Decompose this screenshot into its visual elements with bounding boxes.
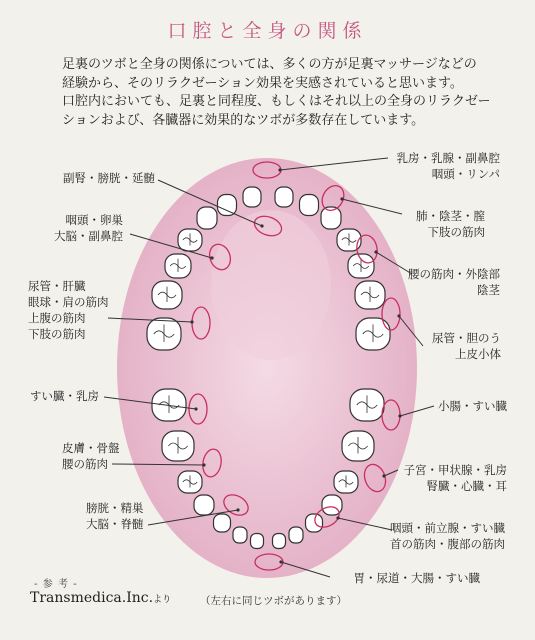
label-line: 皮膚・骨盤 [62, 441, 120, 455]
label-bladder-testis [86, 500, 144, 532]
label-lung [416, 208, 485, 240]
tooth-icon [275, 187, 293, 207]
label-stomach-urethra [354, 570, 481, 586]
tooth-icon [306, 514, 323, 532]
tooth-outline [273, 534, 286, 549]
label-line: 眼球・肩の筋肉 [28, 295, 109, 309]
tooth-outline [243, 187, 261, 207]
tooth-icon [233, 527, 247, 543]
intro-line: 経験から、そのリラクゼーション効果を実感されていると思います。 [62, 75, 463, 91]
tooth-icon [356, 318, 390, 350]
label-pharynx-ovary [54, 212, 123, 244]
label-line: 咽頭・前立腺・すい臓 [390, 521, 505, 535]
leader-dot [340, 197, 343, 200]
label-line: 肺・陰茎・膣 [416, 209, 485, 223]
label-lumbar-vulva [408, 266, 500, 298]
tooth-icon [178, 229, 202, 251]
label-line: 咽頭・卵巣 [65, 213, 123, 227]
brand-name: Transmedica.Inc. [30, 590, 154, 606]
label-ureter-liver [28, 278, 109, 342]
label-line: 上皮小体 [455, 347, 501, 361]
tooth-outline [214, 514, 231, 532]
tooth-icon [289, 527, 303, 543]
leader-dot [236, 508, 239, 511]
leader-dot [279, 560, 282, 563]
tooth-icon [214, 514, 231, 532]
page-title: 口腔と全身の関係 [167, 20, 368, 42]
leader-dot [374, 250, 377, 253]
label-adrenal-bladder [63, 170, 155, 186]
label-line: 首の筋肉・腹部の筋肉 [390, 537, 505, 551]
tooth-icon [350, 389, 384, 421]
tooth-icon [273, 534, 286, 549]
label-line: 胃・尿道・大腸・すい臓 [353, 571, 480, 585]
leader-dot [260, 224, 263, 227]
label-line: 尿管・肝臓 [28, 279, 86, 293]
tooth-outline [194, 495, 214, 515]
tooth-outline [197, 207, 217, 229]
label-line: 陰茎 [477, 283, 500, 297]
tooth-icon [251, 534, 264, 549]
label-pancreas-breast [30, 388, 99, 404]
leader-dot [398, 414, 401, 417]
tooth-icon [152, 281, 182, 309]
leader-dot [194, 407, 197, 410]
tooth-icon [300, 195, 319, 216]
label-line: 乳房・乳腺・副鼻腔 [396, 151, 500, 165]
label-line: 腰の筋肉 [62, 457, 108, 471]
tooth-outline [251, 534, 264, 549]
label-line: 大脳・副鼻腔 [54, 229, 123, 243]
label-skin-pelvis [62, 440, 120, 472]
label-line: 大脳・脊髄 [86, 517, 144, 531]
tooth-outline [218, 195, 237, 216]
label-line: 副腎・膀胱・延髄 [63, 171, 155, 185]
label-line: 咽頭・リンパ [431, 167, 500, 181]
label-line: 下肢の筋肉 [28, 327, 86, 341]
label-line: 尿管・胆のう [432, 331, 501, 345]
label-small-intestine [438, 398, 507, 414]
tooth-icon [348, 254, 374, 278]
label-pharynx-prostate [390, 520, 505, 552]
palate-area [211, 210, 331, 360]
leader-dot [382, 474, 385, 477]
label-breast-sinus [397, 150, 501, 182]
leader-dot [210, 256, 213, 259]
label-line: すい臓・乳房 [30, 389, 99, 403]
leader-dot [190, 320, 193, 323]
leader-dot [336, 516, 339, 519]
label-line: 子宮・甲状腺・乳房 [403, 463, 507, 477]
tooth-outline [289, 527, 303, 543]
reference-label: - 参 考 - [34, 579, 78, 590]
tooth-icon [165, 254, 191, 278]
tooth-icon [218, 195, 237, 216]
tooth-outline [233, 527, 247, 543]
label-line: 小腸・すい臓 [438, 399, 507, 413]
tooth-icon [162, 431, 194, 461]
tooth-icon [334, 471, 358, 493]
tooth-icon [178, 471, 202, 493]
leader-dot [397, 314, 400, 317]
label-uterus-thyroid [404, 462, 508, 494]
brand-credit [30, 590, 171, 606]
label-line: 腰の筋肉・外陰部 [408, 267, 500, 281]
tooth-icon [194, 495, 214, 515]
label-line: 下肢の筋肉 [427, 225, 485, 239]
symmetry-note: （左右に同じツボがあります） [200, 595, 347, 607]
tooth-icon [147, 318, 181, 350]
tooth-icon [243, 187, 261, 207]
intro-line: ションおよび、各臓器に効果的なツボが多数存在しています。 [62, 112, 425, 128]
tooth-outline [275, 187, 293, 207]
tooth-icon [355, 281, 385, 309]
label-line: 上腹の筋肉 [28, 311, 86, 325]
label-ureter-gallbladder [432, 330, 501, 362]
brand-suffix: より [153, 595, 172, 605]
leader-dot [278, 168, 281, 171]
intro-line: 足裏のツボと全身の関係については、多くの方が足裏マッサージなどの [62, 57, 477, 72]
leader-dot [202, 463, 205, 466]
tooth-outline [306, 514, 323, 532]
tooth-outline [300, 195, 319, 216]
label-line: 腎臓・心臓・耳 [426, 479, 507, 493]
tooth-icon [197, 207, 217, 229]
tooth-icon [342, 431, 374, 461]
intro-line: 口腔内においても、足裏と同程度、もしくはそれ以上の全身のリラクゼー [62, 94, 491, 109]
label-line: 膀胱・精巣 [86, 501, 144, 515]
